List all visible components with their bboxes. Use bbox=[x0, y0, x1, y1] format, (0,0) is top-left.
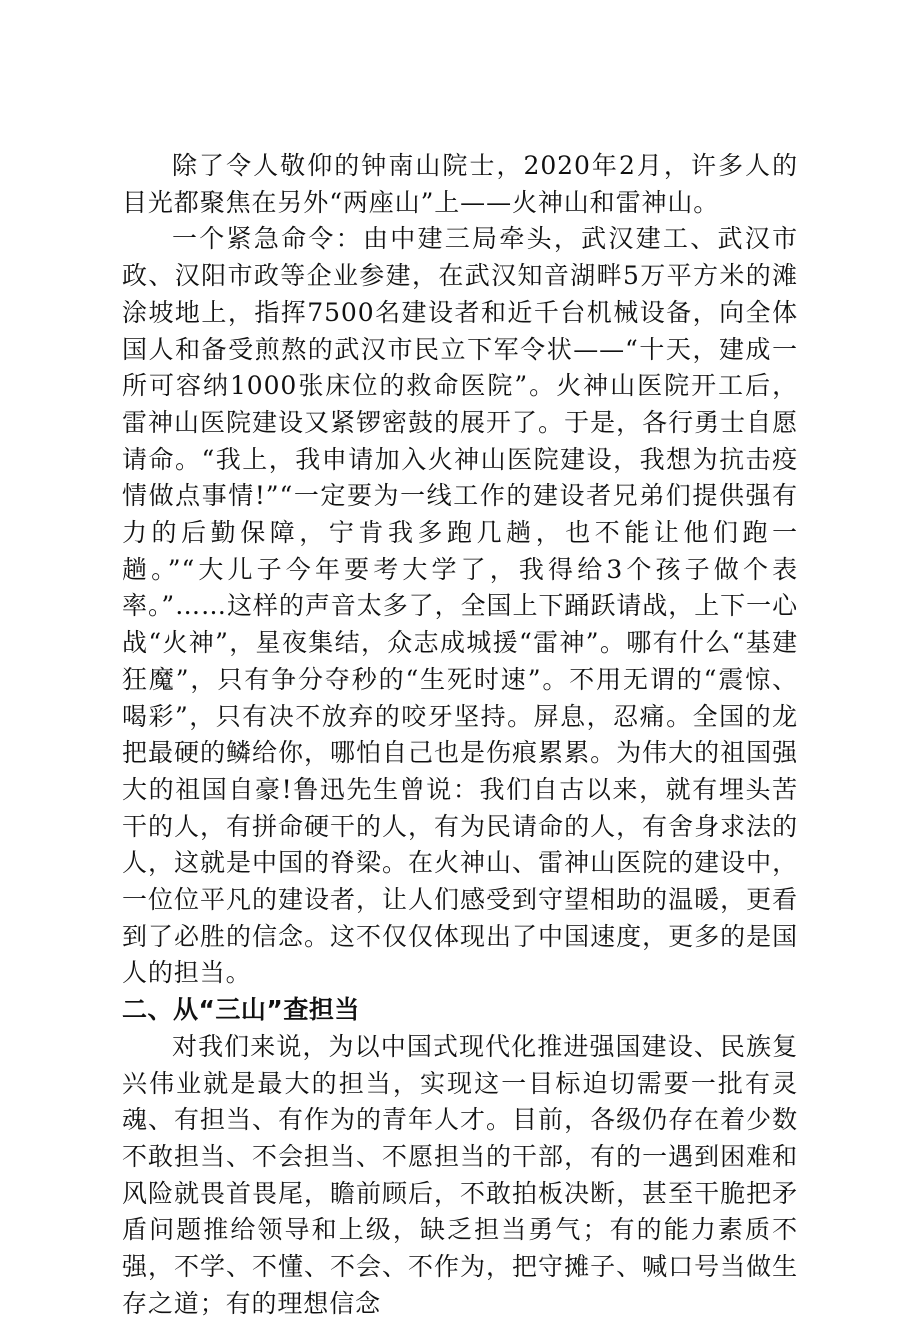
paragraph-emergency-order: 一个紧急命令：由中建三局牵头，武汉建工、武汉市政、汉阳市政等企业参建，在武汉知音湖畔5万平方米的滩涂坡地上，指挥7500名建设者和近千台机械设备，向全体国人和备受煎熬的武汉市民立下军令状——“十天，建成一所可容纳1000张床位的救命医院”。火神山医院开工后，雷神山医院建设又紧锣密鼓的展开了。于是，各行勇士自愿请命。“我上，我申请加入火神山医院建设，我想为抗击疫情做点事情!”“一定要为一线工作的建设者兄弟们提供强有力的后勤保障，宁肯我多跑几趟，也不能让他们跑一趟。”“大儿子今年要考大学了，我得给3个孩子做个表率。”……这样的声音太多了，全国上下踊跃请战，上下一心战“火神”，星夜集结，众志成城援“雷神”。哪有什么“基建狂魔”，只有争分夺秒的“生死时速”。不用无谓的“震惊、喝彩”，只有决不放弃的咬牙坚持。屏息，忍痛。全国的龙把最硬的鳞给你，哪怕自己也是伤痕累累。为伟大的祖国强大的祖国自豪!鲁迅先生曾说：我们自古以来，就有埋头苦干的人，有拼命硬干的人，有为民请命的人，有舍身求法的人，这就是中国的脊梁。在火神山、雷神山医院的建设中，一位位平凡的建设者，让人们感受到守望相助的温暖，更看到了必胜的信念。这不仅仅体现出了中国速度，更多的是国人的担当。 bbox=[122, 224, 798, 988]
document-body bbox=[122, 148, 798, 1323]
paragraph-intro: 除了令人敬仰的钟南山院士，2020年2月，许多人的目光都聚焦在另外“两座山”上——火神山和雷神山。 bbox=[122, 151, 798, 217]
section-heading: 二、从“三山”查担当 bbox=[122, 995, 360, 1025]
paragraph-responsibility: 对我们来说，为以中国式现代化推进强国建设、民族复兴伟业就是最大的担当，实现这一目标迫切需要一批有灵魂、有担当、有作为的青年人才。目前，各级仍存在着少数不敢担当、不会担当、不愿担当的干部，有的一遇到困难和风险就畏首畏尾，瞻前顾后，不敢拍板决断，甚至干脆把矛盾问题推给领导和上级，缺乏担当勇气；有的能力素质不强，不学、不懂、不会、不作为，把守摊子、喊口号当做生存之道；有的理想信念 bbox=[122, 1031, 798, 1318]
